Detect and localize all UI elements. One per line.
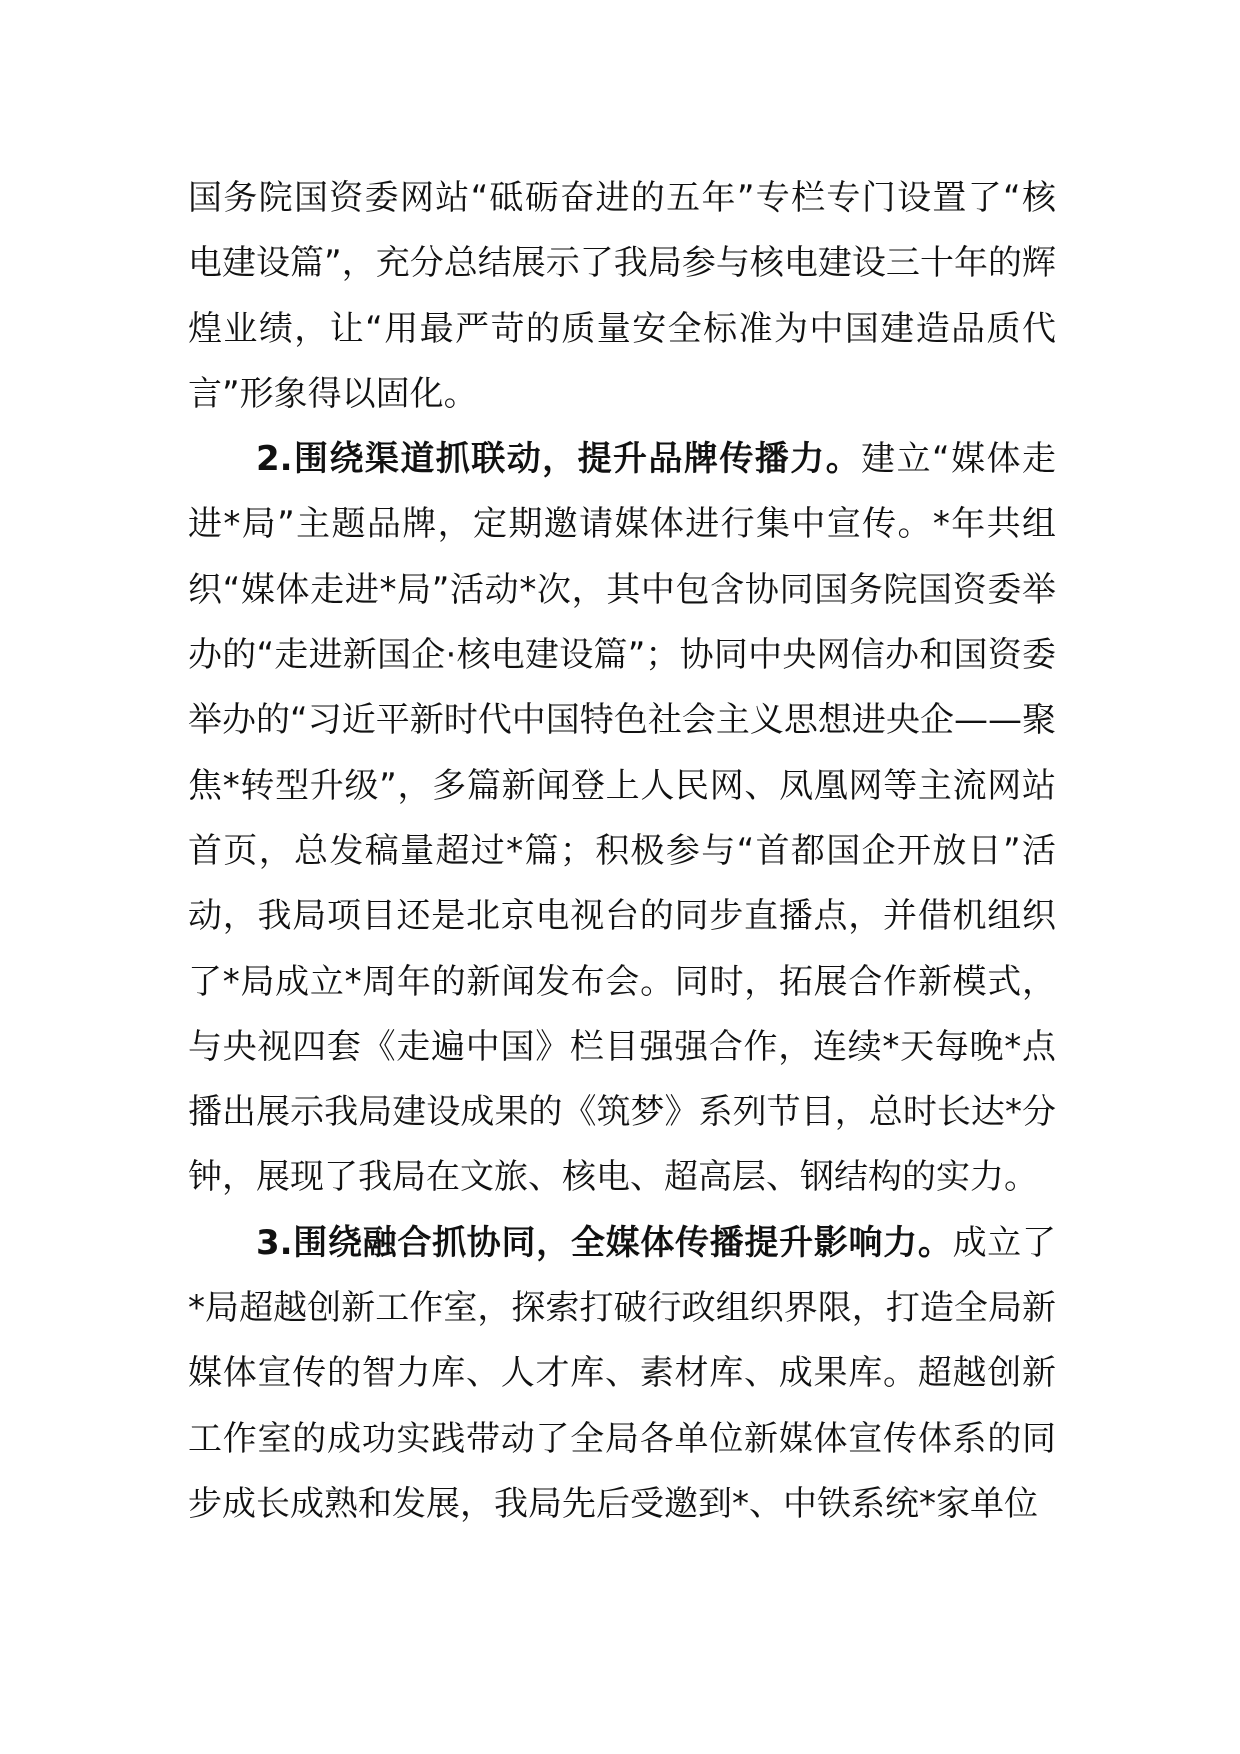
paragraph-text: 建立“媒体走进*局”主题品牌，定期邀请媒体进行集中宣传。*年共组织“媒体走进*局”活动*次，其中包含协同国务院国资委举办的“走进新国企·核电建设篇”；协同中央网信办和国资委举办的“习近平新时代中国特色社会主义思想进央企——聚焦*转型升级”，多篇新闻登上人民网、凤凰网等主流网站首页，总发稿量超过*篇；积极参与“首都国企开放日”活动，我局项目还是北京电视台的同步直播点，并借机组织了*局成立*周年的新闻发布会。同时，拓展合作新模式，与央视四套《走遍中国》栏目强强合作，连续*天每晚*点播出展示我局建设成果的《筑梦》系列节目，总时长达*分钟，展现了我局在文旅、核电、超高层、钢结构的实力。 [188, 439, 1056, 1198]
paragraph-heading: 2.围绕渠道抓联动，提升品牌传播力。 [256, 439, 862, 480]
document-body [188, 166, 1056, 1537]
paragraph-heading: 3.围绕融合抓协同，全媒体传播提升影响力。 [256, 1222, 953, 1263]
paragraph-2 [188, 427, 1056, 1211]
paragraph-3 [188, 1211, 1056, 1537]
paragraph-text: 国务院国资委网站“砥砺奋进的五年”专栏专门设置了“核电建设篇”，充分总结展示了我局参与核电建设三十年的辉煌业绩，让“用最严苛的质量安全标准为中国建造品质代言”形象得以固化。 [188, 178, 1056, 414]
paragraph-continuation [188, 166, 1056, 427]
paragraph-text: 成立了*局超越创新工作室，探索打破行政组织界限，打造全局新媒体宣传的智力库、人才库、素材库、成果库。超越创新工作室的成功实践带动了全局各单位新媒体宣传体系的同步成长成熟和发展，我局先后受邀到*、中铁系统*家单位 [188, 1222, 1056, 1524]
